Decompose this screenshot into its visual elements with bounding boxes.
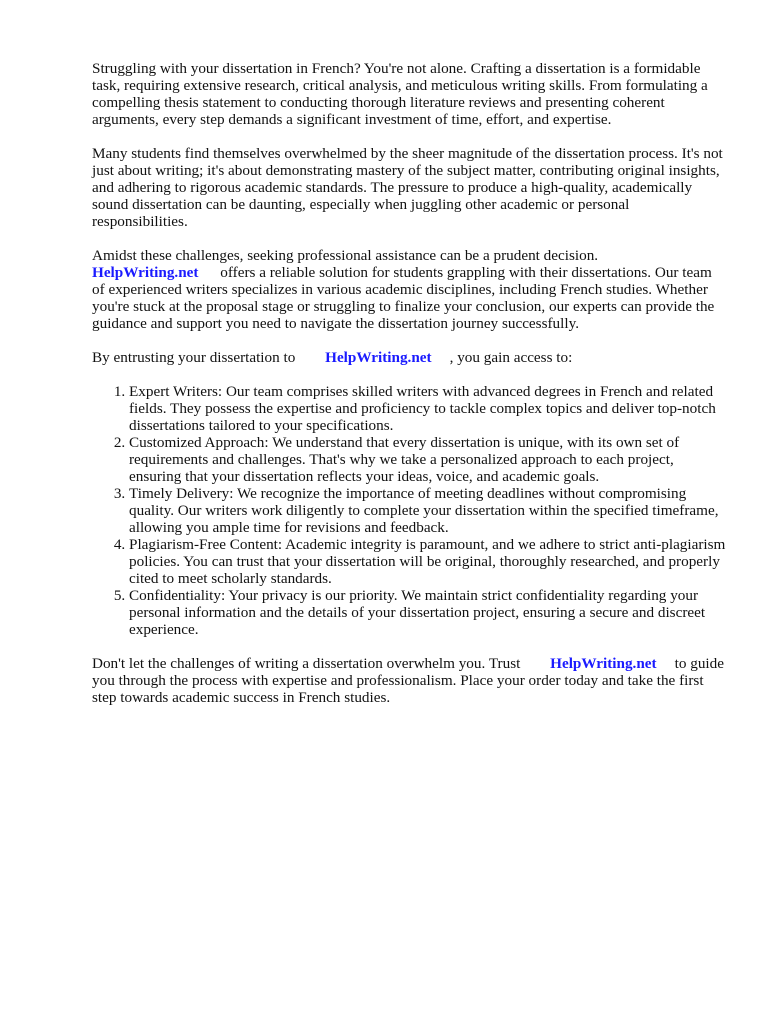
assistance-paragraph xyxy=(92,247,726,332)
intro-paragraph: Struggling with your dissertation in French? You're not alone. Crafting a dissertation is a formidable task, requiring extensive research, critical analysis, and meticulous writing skills. From formulating a compelling thesis statement to conducting thorough literature reviews and presenting coherent arguments, every step demands a significant investment of time, effort, and expertise. xyxy=(92,60,708,128)
entrusting-paragraph xyxy=(92,349,726,366)
closing-after-text: to guide you through the process with expertise and professionalism. Place your order today and take the first step towards academic success in French studies. xyxy=(92,655,724,706)
overwhelm-paragraph: Many students find themselves overwhelmed by the sheer magnitude of the dissertation process. It's not just about writing; it's about demonstrating mastery of the subject matter, contributing original insights, and adhering to rigorous academic standards. The pressure to produce a high-quality, academically sound dissertation can be daunting, especially when juggling other academic or personal responsibilities. xyxy=(92,145,723,230)
list-item-expert-writers: 1. Expert Writers: Our team comprises skilled writers with advanced degrees in French and related fields. They possess the expertise and proficiency to tackle complex topics and deliver top-notch dissertations tailored to your specifications. xyxy=(129,383,726,434)
helpwriting-link-1[interactable]: HelpWriting.net xyxy=(92,264,199,281)
list-item-confidentiality: 5. Confidentiality: Your privacy is our priority. We maintain strict confidentiality regarding your personal information and the details of your dissertation project, ensuring a secure and discreet experience. xyxy=(129,587,726,638)
benefits-list xyxy=(92,383,726,638)
entrusting-before-text: By entrusting your dissertation to xyxy=(92,349,296,366)
document-page xyxy=(92,60,726,723)
helpwriting-link-2[interactable]: HelpWriting.net xyxy=(325,349,432,366)
list-item-customized-approach: 2. Customized Approach: We understand that every dissertation is unique, with its own set of requirements and challenges. That's why we take a personalized approach to each project, ensuring that your dissertation reflects your ideas, voice, and academic goals. xyxy=(129,434,726,485)
closing-before-text: Don't let the challenges of writing a dissertation overwhelm you. Trust xyxy=(92,655,521,672)
assistance-intro-text: Amidst these challenges, seeking professional assistance can be a prudent decision. xyxy=(92,247,599,264)
list-item-plagiarism-free: 4. Plagiarism-Free Content: Academic integrity is paramount, and we adhere to strict anti-plagiarism policies. You can trust that your dissertation will be original, thoroughly researched, and properly cited to meet scholarly standards. xyxy=(129,536,726,587)
entrusting-after-text: , you gain access to: xyxy=(449,349,573,366)
helpwriting-link-3[interactable]: HelpWriting.net xyxy=(550,655,657,672)
list-item-timely-delivery: 3. Timely Delivery: We recognize the importance of meeting deadlines without compromising quality. Our writers work diligently to complete your dissertation within the specified timeframe, allowing you ample time for revisions and feedback. xyxy=(129,485,726,536)
assistance-rest-text: offers a reliable solution for students grappling with their dissertations. Our team of experienced writers specializes in various academic disciplines, including French studies. Whether you're stuck at the proposal stage or struggling to finalize your conclusion, our experts can provide the guidance and support you need to navigate the dissertation journey successfully. xyxy=(92,264,715,332)
closing-paragraph xyxy=(92,655,726,706)
